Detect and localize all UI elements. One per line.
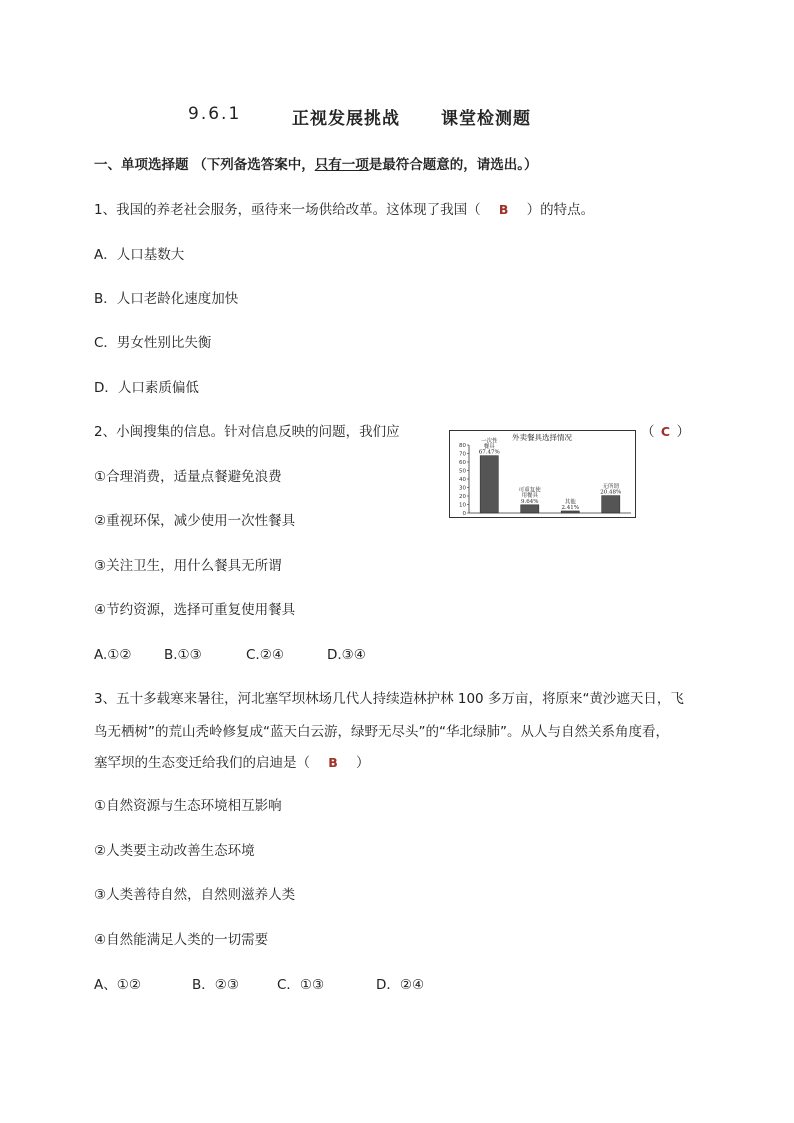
chart-title: 外卖餐具选择情况: [512, 433, 572, 442]
q1-option-c: C．男女性别比失衡: [94, 335, 212, 351]
q3-choice-a: A、①②: [94, 977, 141, 993]
page-title: [0, 104, 794, 128]
q1-answer: B: [498, 202, 509, 217]
q2-choice-a: A.①②: [94, 647, 132, 663]
chart-y-tick-label: 10: [459, 502, 466, 509]
chart-y-tick-label: 50: [459, 468, 466, 475]
q2-choice-c: C.②④: [246, 647, 284, 663]
q3-item-3: ③人类善待自然，自然则滋养人类: [94, 887, 296, 903]
q3-item-4: ④自然能满足人类的一切需要: [94, 932, 269, 948]
section-instruction-pre: （下列备选答案中，: [193, 157, 315, 173]
section-heading: [94, 156, 537, 174]
q3-stem-post: ）: [356, 755, 370, 771]
section-instruction-post: 是最符合题意的，请选出。）: [368, 157, 538, 173]
chart-y-tick-label: 60: [459, 460, 466, 467]
title-part2: 课堂检测题: [441, 109, 531, 129]
q1-option-d: D．人口素质偏低: [94, 380, 199, 396]
chart-y-tick-label: 20: [459, 494, 466, 501]
q2-item-2: ②重视环保，减少使用一次性餐具: [94, 513, 296, 529]
q3-stem-line1: 3、五十多载寒来暑往，河北塞罕坝林场几代人持续造林护林 100 多万亩，将原来“黄沙遮天日，飞: [94, 691, 684, 707]
chart-y-tick-label: 70: [459, 451, 466, 458]
q3-stem-line3: [94, 754, 370, 772]
q2-item-4: ④节约资源，选择可重复使用餐具: [94, 602, 296, 618]
q3-item-1: ①自然资源与生态环境相互影响: [94, 798, 282, 814]
q2-paren-close: ）: [676, 424, 690, 440]
q3-choices: [0, 976, 794, 994]
q3-stem-line2: 鸟无栖树”的荒山秃岭修复成“蓝天白云游，绿野无尽头”的“华北绿肺”。从人与自然关系角度看，: [94, 724, 669, 740]
chart-y-tick-label: 40: [459, 477, 466, 484]
q3-answer: B: [328, 755, 338, 770]
q2-choice-b: B.①③: [164, 647, 202, 663]
q1-option-a: A．人口基数大: [94, 247, 185, 263]
q1-stem-pre: 1、我国的养老社会服务，亟待来一场供给改革。这体现了我国（: [94, 202, 481, 218]
q3-choice-b: B．②③: [192, 977, 239, 993]
q2-answer: C: [660, 424, 671, 439]
q3-stem-pre: 塞罕坝的生态变迁给我们的启迪是（: [94, 755, 310, 771]
chart-bar: [480, 456, 498, 513]
chart-y-tick-label: 0: [462, 511, 466, 518]
chart-data-label: 一次性餐具 67.47%: [478, 438, 500, 456]
q3-choice-d: D．②④: [376, 977, 425, 993]
chart-y-tick-label: 80: [459, 443, 466, 450]
title-number: 9.6.1: [188, 104, 242, 124]
chart-data-label: 可重复使用餐具 9.64%: [518, 487, 541, 505]
chart-data-label: 其他 2.41%: [561, 499, 579, 511]
q1-stem: [94, 201, 594, 219]
chart-bar: [561, 511, 579, 513]
title-part1: 正视发展挑战: [292, 109, 400, 129]
takeout-tableware-chart: [449, 430, 636, 518]
chart-data-label: 无所谓 20.48%: [600, 483, 622, 496]
q2-item-3: ③关注卫生，用什么餐具无所谓: [94, 558, 282, 574]
q3-item-2: ②人类要主动改善生态环境: [94, 843, 255, 859]
q2-item-1: ①合理消费，适量点餐避免浪费: [94, 469, 282, 485]
section-instruction-underlined: 只有一项: [314, 157, 369, 173]
q1-stem-post: ）的特点。: [526, 202, 595, 218]
chart-bar: [602, 496, 620, 513]
chart-y-tick-label: 30: [459, 485, 466, 492]
section-title: 一、单项选择题: [94, 157, 189, 173]
q2-paren-open: （: [641, 424, 655, 440]
q2-choice-d: D.③④: [327, 647, 366, 663]
q2-choices: [0, 646, 794, 664]
q2-answer-bracket: [641, 423, 690, 441]
q2-stem: 2、小闽搜集的信息。针对信息反映的问题，我们应: [94, 424, 400, 440]
chart-bar: [521, 505, 539, 513]
q1-option-b: B．人口老龄化速度加快: [94, 291, 239, 307]
q3-choice-c: C．①③: [277, 977, 325, 993]
